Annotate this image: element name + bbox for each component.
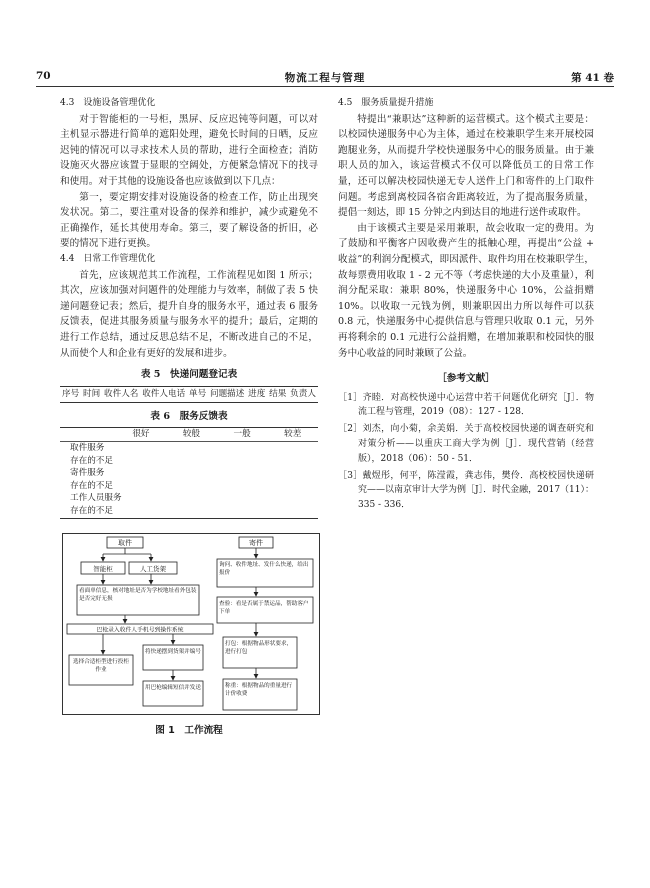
header-rule (36, 86, 614, 87)
reference-item: ［1］齐睦．对高校快递中心运营中若干问题优化研究［J］．物流工程与管理，2019（08）：127 - 128． (338, 392, 594, 418)
running-header (36, 70, 614, 86)
table-6-row: 工作人员服务 (70, 493, 122, 504)
node-send-sms: 用巴枪编辑短信并发送 (145, 685, 201, 691)
node-ask: 询问、收件地址、发什么快递，给出报价 (219, 562, 309, 577)
table-5-caption: 表 5 快递问题登记表 (140, 369, 238, 381)
left-column (60, 96, 318, 519)
section-4-3-title: 4.3 设施设备管理优化 (60, 98, 156, 108)
workflow-diagram (63, 534, 319, 714)
figure-1-caption: 图 1 工作流程 (155, 725, 223, 736)
table-5-col-phone: 收件人电话 (142, 388, 186, 399)
figure-1-workflow (62, 533, 320, 715)
node-pack: 打包：根据物品形状要求，进行打包 (225, 641, 293, 656)
section-4-5-title: 4.5 服务质量提升措施 (338, 98, 434, 108)
table-6-caption: 表 6 服务反馈表 (150, 410, 228, 422)
node-pickup: 取件 (118, 539, 132, 547)
table-6-body (60, 442, 318, 517)
section-4-5-paragraph-1: 特提出“兼职达”这种新的运营模式。这个模式主要是：以校园快递服务中心为主体，通过在校兼职学生来开展校园跑腿业务，从而提升学校快递服务中心的服务质量。由于兼职人员的加入，该运营模式不仅可以降低员工的日常工作量，还可以解决校园快递无专人送件上门和寄件的上门取件问题。考虑到离校园各宿舍距离较近，为了提高服务质量，提倡一刻达，即 15 分钟之内到达目的地进行送件或取件。 (338, 113, 594, 219)
table-5-col-index: 序号 (62, 388, 80, 399)
table-6-row: 存在的不足 (70, 455, 113, 466)
table-6-col-blank (60, 428, 116, 441)
table-6-header-row (60, 428, 318, 442)
journal-title: 物流工程与管理 (284, 72, 366, 84)
node-check-name: 看面单信息，核对地址是否为学校地址看外包装是否完好无损 (79, 588, 197, 603)
table-6-col-poor: 较差 (284, 429, 302, 440)
node-shelf-number: 将快递摆到货架并编号 (145, 649, 201, 655)
right-column (338, 96, 594, 515)
table-5-col-issue: 问题描述 (209, 388, 245, 399)
node-select-locker: 选择合适柜型进行投柜作业 (73, 659, 129, 674)
node-send: 寄件 (249, 539, 263, 547)
page-number: 70 (36, 70, 51, 82)
table-6-col-fairly: 较般 (182, 429, 201, 440)
node-smart-locker: 智能柜 (93, 565, 113, 573)
volume-label: 第 41 卷 (571, 72, 614, 84)
reference-item: ［2］刘杰，向小菊，余美娟．关于高校校园快递的调查研究和对策分析——以重庆工商大学为例［J］．现代营销（经营版），2018（06）：50 - 51． (338, 424, 594, 464)
table-6-col-very-good: 很好 (132, 429, 150, 440)
table-6-row: 取件服务 (70, 443, 105, 454)
section-4-5-paragraph-2: 由于该模式主要是采用兼职，故会收取一定的费用。为了鼓励和平衡客户因收费产生的抵触心理，再提出“公益 + 收益”的利润分配模式，即因派件、取件均用在校兼职学生，故每票费用收取 1 - 2 元不等（考虑快递的大小及重量），利润分配采取：兼职 80%，快递服务中心 10%，公益捐赠 10%。以收取一元钱为例，则兼职因出力所以每件可以获 0.8 元，快递服务中心提供信息与管理只收取 0.1 元，另外再将剩余的 0.1 元进行公益捐赠，在增加兼职和校园快的服务中心收益的同时兼顾了公益。 (338, 222, 594, 359)
node-enter-phone: 巴枪录入收件人手机号到操作系统 (96, 627, 184, 634)
table-5-col-time: 时间 (83, 388, 101, 399)
section-4-4-paragraph-1: 首先，应该规范其工作流程，工作流程见如图 1 所示；其次，应该加强对问题件的处理能力与效率，制做了表 5 快递问题登记表；然后，提升自身的服务水平，通过表 6 服务反馈表，促进其服务质量与服务水平的提升；最后，定期的进行工作总结，通过反思总结不足，不断改进自己的不足，从而使个人和企业有更好的发展和进步。 (60, 269, 318, 359)
table-6-bottom-rule (60, 517, 318, 519)
reference-item: ［3］戴煜彤，何平，陈滢霞，龚志伟，樊伶．高校校园快递研究——以南京审计大学为例［J］．时代金融，2017（11）：335 - 336． (338, 470, 594, 511)
table-5-col-tracking: 单号 (188, 388, 207, 399)
section-4-3-paragraph-2: 第一，要定期安排对设施设备的检查工作，防止出现突发状况。第二，要注重对设备的保养和维护，减少或避免不正确操作，延长其使用寿命。第三，要了解设备的折旧，必要的情况下进行更换。 (60, 191, 318, 250)
node-weigh: 称重：根据物品的重量进行计价收费 (225, 683, 293, 698)
node-manual-shelf: 人工货架 (140, 565, 166, 573)
references-heading: ［参考文献］ (437, 373, 495, 385)
table-5-col-recipient: 收件人名 (104, 388, 139, 399)
section-4-4-title: 4.4 日常工作管理优化 (60, 253, 156, 264)
section-4-3-paragraph-1: 对于智能柜的一号柜，黑屏、反应迟钝等问题，可以对主机显示器进行简单的遮阳处理，避免长时间的日晒，反应迟钝的情况可以寻求技术人员的帮助，进行全面检查；消防设施灭火器应该置于显眼的空阔处，方便紧急情况下的找寻和使用。对于其他的设施设备也应该做到以下几点： (60, 113, 318, 187)
table-5-col-progress: 进度 (248, 388, 266, 399)
node-inspect: 查验：看是否属于禁运品，帮助客户下单 (219, 601, 309, 616)
table-6-row: 寄件服务 (70, 468, 105, 479)
table-5-col-result: 结果 (269, 388, 287, 399)
table-6-row: 存在的不足 (70, 505, 113, 516)
table-5-header-row (60, 387, 318, 403)
table-5-col-owner: 负责人 (290, 388, 316, 399)
table-6-col-average: 一般 (233, 429, 251, 440)
table-6-row: 存在的不足 (70, 480, 113, 491)
